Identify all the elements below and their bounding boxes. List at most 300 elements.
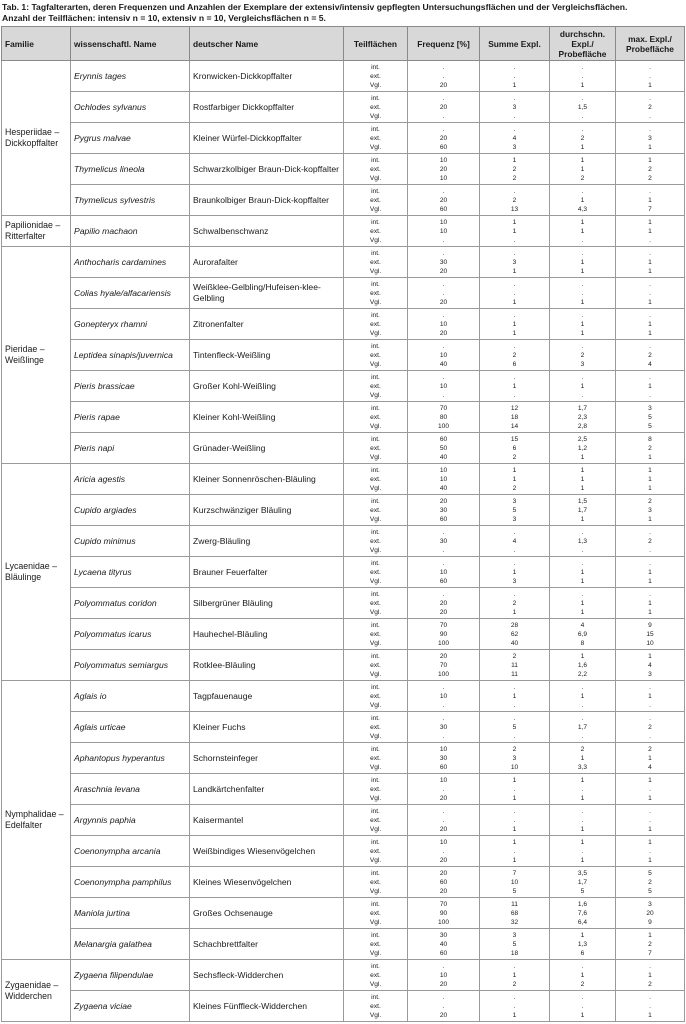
teilflaeche-label: Vgl. (369, 856, 382, 864)
value: . (513, 391, 516, 399)
teilflaeche-label: ext. (370, 227, 381, 235)
max-cell (616, 836, 685, 867)
header-teilflaechen: Teilflächen (344, 27, 408, 61)
value: . (649, 72, 651, 80)
frequenz-cell (408, 402, 480, 433)
teilflaechen-cell (344, 557, 408, 588)
frequenz-cell (408, 495, 480, 526)
table-row (2, 92, 685, 123)
scientific-name: Thymelicus lineola (71, 154, 190, 185)
table-row (2, 557, 685, 588)
value: 2 (648, 165, 652, 173)
value: . (649, 683, 651, 691)
scientific-name: Cupido minimus (71, 526, 190, 557)
teilflaechen-cell (344, 154, 408, 185)
max-cell (616, 216, 685, 247)
value: 1 (512, 794, 517, 802)
teilflaeche-label: int. (371, 404, 380, 412)
value: . (649, 732, 651, 740)
value: 20 (439, 869, 448, 877)
value: 2 (580, 351, 585, 359)
frequenz-cell (408, 743, 480, 774)
teilflaechen-cell (344, 960, 408, 991)
value: 1 (580, 568, 585, 576)
family-name: Pieridae – Weißlinge (2, 247, 71, 464)
value: 60 (439, 949, 448, 957)
value: 2 (512, 351, 517, 359)
value: 60 (439, 878, 448, 886)
teilflaeche-label: Vgl. (369, 670, 382, 678)
teilflaeche-label: int. (371, 249, 380, 257)
value: 1 (580, 484, 585, 492)
frequenz-cell (408, 929, 480, 960)
frequenz-cell (408, 371, 480, 402)
teilflaechen-cell (344, 743, 408, 774)
value: 10 (439, 174, 448, 182)
teilflaeche-label: ext. (370, 847, 381, 855)
summe-cell (480, 61, 550, 92)
value: 5 (512, 506, 517, 514)
teilflaeche-label: int. (371, 559, 380, 567)
value: . (442, 236, 445, 244)
summe-cell (480, 650, 550, 681)
value: 1 (580, 475, 585, 483)
value: . (649, 1002, 651, 1010)
durchschnitt-cell (550, 557, 616, 588)
summe-cell (480, 712, 550, 743)
table-row (2, 185, 685, 216)
value: . (442, 112, 445, 120)
value: 1 (648, 258, 652, 266)
teilflaeche-label: ext. (370, 940, 381, 948)
value: 1 (512, 825, 517, 833)
value: 4 (512, 537, 517, 545)
teilflaeche-label: Vgl. (369, 422, 382, 430)
teilflaechen-cell (344, 619, 408, 650)
value: . (513, 112, 516, 120)
value: 1 (512, 81, 517, 89)
value: . (513, 187, 516, 195)
teilflaeche-label: Vgl. (369, 112, 382, 120)
value: 10 (439, 156, 448, 164)
value: 1 (580, 258, 585, 266)
header-wiss-name: wissenschaftl. Name (71, 27, 190, 61)
table-row (2, 123, 685, 154)
scientific-name: Erynnis tages (71, 61, 190, 92)
value: . (442, 847, 445, 855)
value: 2 (512, 484, 517, 492)
value: . (649, 236, 651, 244)
table-row (2, 805, 685, 836)
value: . (649, 63, 651, 71)
value: 2 (648, 878, 652, 886)
value: . (649, 311, 651, 319)
value: . (581, 816, 584, 824)
teilflaechen-cell (344, 991, 408, 1022)
value: 20 (439, 794, 448, 802)
table-row (2, 929, 685, 960)
value: 1 (512, 466, 517, 474)
value: 5 (648, 422, 652, 430)
value: . (649, 590, 651, 598)
summe-cell (480, 278, 550, 309)
value: . (513, 785, 516, 793)
value: 2 (648, 444, 652, 452)
teilflaeche-label: int. (371, 714, 380, 722)
teilflaechen-cell (344, 805, 408, 836)
durchschnitt-cell (550, 433, 616, 464)
german-name: Braunkolbiger Braun-Dick-kopffalter (190, 185, 344, 216)
value: . (649, 112, 651, 120)
teilflaeche-label: int. (371, 869, 380, 877)
value: . (442, 125, 445, 133)
value: . (581, 962, 584, 970)
durchschnitt-cell (550, 743, 616, 774)
value: 2 (648, 174, 652, 182)
value: . (513, 962, 516, 970)
table-row (2, 278, 685, 309)
max-cell (616, 278, 685, 309)
german-name: Landkärtchenfalter (190, 774, 344, 805)
teilflaeche-label: Vgl. (369, 267, 382, 275)
value: 1 (580, 794, 585, 802)
teilflaeche-label: ext. (370, 816, 381, 824)
table-row (2, 619, 685, 650)
frequenz-cell (408, 340, 480, 371)
value: . (581, 187, 584, 195)
value: 3 (512, 577, 517, 585)
value: 1 (512, 320, 517, 328)
frequenz-cell (408, 805, 480, 836)
table-row (2, 340, 685, 371)
frequenz-cell (408, 464, 480, 495)
value: 2 (512, 652, 517, 660)
durchschnitt-cell (550, 464, 616, 495)
teilflaechen-cell (344, 464, 408, 495)
value: . (581, 785, 584, 793)
teilflaeche-label: int. (371, 342, 380, 350)
german-name: Aurorafalter (190, 247, 344, 278)
value: 18 (510, 413, 519, 421)
teilflaeche-label: Vgl. (369, 918, 382, 926)
german-name: Sechsfleck-Widderchen (190, 960, 344, 991)
value: 1 (512, 692, 517, 700)
value: . (649, 280, 651, 288)
scientific-name: Zygaena viciae (71, 991, 190, 1022)
teilflaeche-label: Vgl. (369, 763, 382, 771)
value: . (581, 125, 584, 133)
teilflaeche-label: int. (371, 311, 380, 319)
table-row (2, 61, 685, 92)
teilflaeche-label: Vgl. (369, 1011, 382, 1019)
value: 3 (512, 258, 517, 266)
value: . (513, 528, 516, 536)
value: 1 (580, 382, 585, 390)
value: 1 (648, 320, 652, 328)
value: . (513, 289, 516, 297)
value: 4 (648, 360, 652, 368)
summe-cell (480, 464, 550, 495)
value: . (442, 342, 445, 350)
value: 6,4 (577, 918, 588, 926)
durchschnitt-cell (550, 650, 616, 681)
teilflaeche-label: Vgl. (369, 484, 382, 492)
value: 2 (648, 723, 652, 731)
teilflaeche-label: int. (371, 125, 380, 133)
teilflaeche-label: Vgl. (369, 360, 382, 368)
value: 14 (510, 422, 519, 430)
value: 20 (439, 599, 448, 607)
value: . (581, 732, 584, 740)
teilflaeche-label: Vgl. (369, 174, 382, 182)
value: 11 (511, 900, 518, 908)
summe-cell (480, 619, 550, 650)
value: 1 (648, 1011, 652, 1019)
teilflaeche-label: ext. (370, 444, 381, 452)
teilflaeche-label: int. (371, 652, 380, 660)
value: . (649, 528, 651, 536)
value: 1 (580, 608, 585, 616)
value: . (581, 373, 584, 381)
table-row (2, 681, 685, 712)
value: 90 (439, 630, 448, 638)
value: 32 (510, 918, 519, 926)
scientific-name: Thymelicus sylvestris (71, 185, 190, 216)
value: . (442, 249, 445, 257)
teilflaeche-label: int. (371, 435, 380, 443)
german-name: Rotklee-Bläuling (190, 650, 344, 681)
value: 20 (439, 103, 448, 111)
header-durchschnitt: durchschn. Expl./ Probefläche (550, 27, 616, 61)
value: . (442, 785, 445, 793)
durchschnitt-cell (550, 123, 616, 154)
durchschnitt-cell (550, 774, 616, 805)
summe-cell (480, 340, 550, 371)
scientific-name: Cupido argiades (71, 495, 190, 526)
teilflaeche-label: Vgl. (369, 980, 382, 988)
value: 1 (580, 838, 585, 846)
teilflaechen-cell (344, 650, 408, 681)
german-name: Schachbrettfalter (190, 929, 344, 960)
summe-cell (480, 92, 550, 123)
table-row (2, 836, 685, 867)
summe-cell (480, 247, 550, 278)
value: 1 (580, 453, 585, 461)
value: . (581, 683, 584, 691)
value: 30 (439, 723, 448, 731)
value: . (581, 112, 584, 120)
frequenz-cell (408, 154, 480, 185)
value: 11 (511, 670, 518, 678)
teilflaechen-cell (344, 92, 408, 123)
value: . (442, 72, 445, 80)
header-summe: Summe Expl. (480, 27, 550, 61)
german-name: Schwarzkolbiger Braun-Dick-kopffalter (190, 154, 344, 185)
value: 7 (648, 949, 652, 957)
durchschnitt-cell (550, 154, 616, 185)
teilflaeche-label: int. (371, 993, 380, 1001)
teilflaechen-cell (344, 402, 408, 433)
value: 60 (439, 143, 448, 151)
german-name: Schwalbenschwanz (190, 216, 344, 247)
value: 100 (437, 918, 449, 926)
value: 90 (439, 909, 448, 917)
value: 20 (439, 652, 448, 660)
summe-cell (480, 805, 550, 836)
value: 10 (439, 320, 448, 328)
value: 1 (580, 320, 585, 328)
value: 3,5 (577, 869, 588, 877)
value: 2 (512, 165, 517, 173)
scientific-name: Aglais urticae (71, 712, 190, 743)
german-name: Kaisermantel (190, 805, 344, 836)
frequenz-cell (408, 774, 480, 805)
teilflaeche-label: ext. (370, 351, 381, 359)
value: 10 (439, 466, 448, 474)
value: 1 (580, 466, 585, 474)
durchschnitt-cell (550, 898, 616, 929)
value: 1 (648, 838, 652, 846)
value: 3,3 (577, 763, 588, 771)
teilflaechen-cell (344, 433, 408, 464)
value: 1 (580, 329, 585, 337)
summe-cell (480, 867, 550, 898)
frequenz-cell (408, 588, 480, 619)
teilflaeche-label: Vgl. (369, 329, 382, 337)
value: . (513, 807, 516, 815)
durchschnitt-cell (550, 588, 616, 619)
value: 2 (648, 103, 652, 111)
value: 5 (512, 940, 517, 948)
teilflaeche-label: Vgl. (369, 81, 382, 89)
teilflaechen-cell (344, 588, 408, 619)
teilflaechen-cell (344, 340, 408, 371)
teilflaeche-label: ext. (370, 568, 381, 576)
frequenz-cell (408, 898, 480, 929)
value: 20 (439, 497, 448, 505)
value: 5 (648, 869, 652, 877)
frequenz-cell (408, 526, 480, 557)
value: . (581, 391, 584, 399)
table-row (2, 526, 685, 557)
teilflaeche-label: int. (371, 931, 380, 939)
caption-line-1: Tab. 1: Tagfalterarten, deren Frequenzen und Anzahlen der Exemplare der extensiv/intensiv gepflegten Untersuchungsflächen und der Vergleichsflächen. (2, 2, 628, 12)
teilflaechen-cell (344, 774, 408, 805)
scientific-name: Colias hyale/alfacariensis (71, 278, 190, 309)
value: 2 (648, 940, 652, 948)
value: 1 (580, 971, 585, 979)
summe-cell (480, 526, 550, 557)
value: 1 (648, 652, 652, 660)
german-name: Zwerg-Bläuling (190, 526, 344, 557)
value: . (649, 701, 651, 709)
value: 30 (439, 931, 448, 939)
german-name: Großer Kohl-Weißling (190, 371, 344, 402)
scientific-name: Coenonympha pamphilus (71, 867, 190, 898)
value: 70 (439, 900, 448, 908)
value: 20 (439, 825, 448, 833)
value: 12 (510, 404, 519, 412)
german-name: Brauner Feuerfalter (190, 557, 344, 588)
scientific-name: Araschnia levana (71, 774, 190, 805)
value: 1 (648, 382, 652, 390)
value: . (581, 528, 584, 536)
family-name: Lycaenidae – Bläulinge (2, 464, 71, 681)
value: 2 (648, 537, 652, 545)
value: . (649, 962, 651, 970)
value: . (649, 373, 651, 381)
german-name: Hauhechel-Bläuling (190, 619, 344, 650)
value: . (513, 559, 516, 567)
max-cell (616, 898, 685, 929)
value: 1 (648, 825, 652, 833)
value: 1,3 (577, 940, 588, 948)
teilflaeche-label: int. (371, 621, 380, 629)
teilflaeche-label: ext. (370, 754, 381, 762)
german-name: Weißklee-Gelbling/Hufeisen-klee-Gelbling (190, 278, 344, 309)
summe-cell (480, 154, 550, 185)
durchschnitt-cell (550, 92, 616, 123)
max-cell (616, 650, 685, 681)
value: 2 (648, 351, 652, 359)
summe-cell (480, 991, 550, 1022)
german-name: Kleines Wiesenvögelchen (190, 867, 344, 898)
header-familie: Familie (2, 27, 71, 61)
summe-cell (480, 743, 550, 774)
value: 4 (648, 763, 652, 771)
german-name: Schornsteinfeger (190, 743, 344, 774)
durchschnitt-cell (550, 929, 616, 960)
value: . (581, 280, 584, 288)
teilflaeche-label: int. (371, 900, 380, 908)
value: 20 (439, 856, 448, 864)
value: . (581, 236, 584, 244)
value: 30 (439, 506, 448, 514)
max-cell (616, 526, 685, 557)
table-row (2, 402, 685, 433)
value: 1 (580, 298, 585, 306)
value: 1 (648, 143, 652, 151)
value: 10 (646, 639, 654, 647)
value: 1 (512, 971, 517, 979)
teilflaeche-label: int. (371, 838, 380, 846)
teilflaeche-label: int. (371, 156, 380, 164)
header-frequenz: Frequenz [%] (408, 27, 480, 61)
value: 1 (580, 599, 585, 607)
max-cell (616, 495, 685, 526)
value: . (442, 683, 445, 691)
max-cell (616, 247, 685, 278)
table-row (2, 650, 685, 681)
value: 1 (648, 81, 652, 89)
header-row (2, 27, 685, 61)
value: 10 (439, 351, 448, 359)
value: . (513, 63, 516, 71)
value: . (581, 94, 584, 102)
teilflaeche-label: ext. (370, 165, 381, 173)
value: 1 (580, 825, 585, 833)
teilflaeche-label: int. (371, 745, 380, 753)
teilflaechen-cell (344, 867, 408, 898)
value: 1 (512, 475, 517, 483)
teilflaeche-label: int. (371, 94, 380, 102)
teilflaeche-label: Vgl. (369, 949, 382, 957)
value: 2 (512, 599, 517, 607)
value: . (442, 311, 445, 319)
german-name: Kleines Fünffleck-Widderchen (190, 991, 344, 1022)
value: . (513, 342, 516, 350)
value: 6,9 (577, 630, 588, 638)
